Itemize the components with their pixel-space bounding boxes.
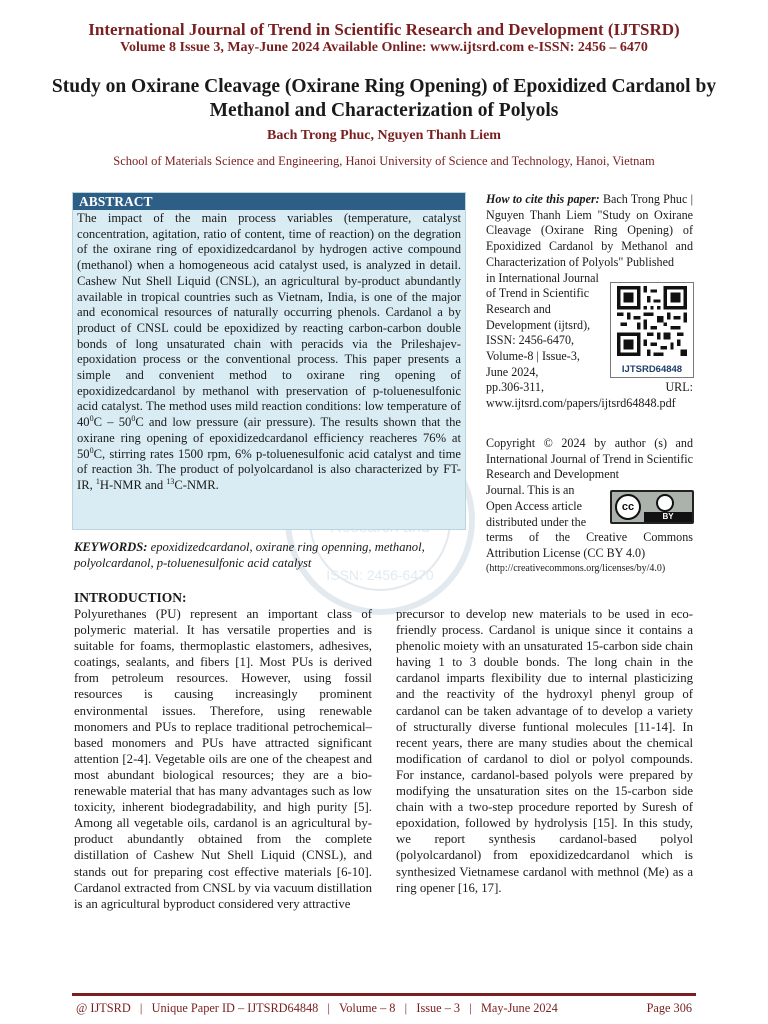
copyright-text-bottom: terms of the Creative Commons Attribution License (CC BY 4.0) (486, 530, 693, 560)
qr-code-icon (617, 286, 687, 356)
footer-divider (72, 993, 696, 996)
copyright-text-top: Copyright © 2024 by author (s) and International Journal of Trend in Scientific Research and Development (486, 436, 693, 482)
paper-title: Study on Oxirane Cleavage (Oxirane Ring Opening) of Epoxidized Cardanol by Methanol and Characterization of Polyols (51, 76, 717, 121)
introduction-right-column: precursor to develop new materials to be used in eco-friendly process. Cardanol is unique since it contains a phenolic moiety with an unsaturated 15-carbon side chain having 1 to 3 double bonds. The long chain in the cardanol imparts flexibility due to internal plasticizing and the reactivity of the hydroxyl phenyl group of cardanol can be taken advantage of to develop a variety of structurally diverse funtional molecules [11-14]. In recent years, there are many studies about the chemical modification of cardanol to diol or polyol compounds. For instance, cardanol-based polyols were prepared by modifying the unsaturation sites on the 15-carbon side chain with a two-step procedure reported by Suresh of epoxidation, followed by hydrolysis [15]. In this study, we report synthesis cardanol-based polyol (polyolcardanol) from epoxidizedcardanol which is synthesized Vietnamese cardanol with methnol (Me) as a ring opener [16, 17]. (396, 607, 693, 895)
citation-text-side: in International Journal of Trend in Scientific Research and Development (ijtsrd), ISSN: 2456-6470, Volume-8 | Issue-3, June 2024, (486, 270, 599, 379)
cc-by-license-icon[interactable] (610, 490, 694, 524)
qr-code-label: IJTSRD64848 (621, 364, 683, 375)
journal-issue-line: Volume 8 Issue 3, May-June 2024 Available Online: www.ijtsrd.com e-ISSN: 2456 – 6470 (120, 40, 648, 55)
abstract-text: The impact of the main process variables (temperature, catalyst concentration, agitation, ratio of content, time of reaction) on the degration of the oxirane ring of epoxidizedcardanol by hydrogen active compound (methanol) when a homogeneous acid catalyst used, is analyzed in detail. Cashew Nut Shell Liquid (CNSL), an agricultural by-product abundantly available in tropical countries such as Vietnam, India, is one of the major and economical resources of naturally occurring phenols. Cardanol a by product of CNSL could be epoxidized by reacting carbon-carbon double bonds of long unsaturated chain with peracids via the Prileshajev-epoxidation process or the conventional process. This paper presents a simple and convenient method to oxirane ring opening of epoxidizedcardanol by methanol with preservation of p-toluenesulfonic acid catalyst. The method uses mild reaction conditions: low temperature of $40^0C - 50^0C$ and low pressure (air pressure). The results shown that the oxirane ring opening of epoxidizedcardanol efficiency reacheres 76% at $50^0C$, stirring rates 1500 rpm, 6% p-toluenesulfonic acid catalyst and time of reaction 3h. The product of polyolcardanol is also characterized by FT-IR, $^1$H-NMR and $^{13}$C-NMR. (77, 211, 462, 492)
watermark-text-2: ISSN: 2456-6470 (326, 567, 434, 583)
abstract-box (72, 192, 466, 530)
citation-text-bottom: pp.306-311, URL: www.ijtsrd.com/papers/ijtsrd64848.pdf (486, 380, 693, 411)
journal-title: International Journal of Trend in Scientific Research and Development (IJTSRD) (88, 20, 680, 39)
by-label: BY (644, 512, 692, 522)
citation-label: How to cite this paper: (486, 192, 600, 206)
copyright-text-side: Journal. This is an Open Access article distributed under the (486, 483, 587, 529)
introduction-heading: INTRODUCTION: (74, 590, 187, 605)
introduction-left-column: Polyurethanes (PU) represent an important class of polymeric material. It has versatile properties and is suitable for foams, thermoplastic elastomers, adhesives, coatings, sealants, and fibers [1]. Most PUs is derived from petroleum resources. However, using fossil resources is causing increasingly prominent environmental issues. Therefore, using renewable monomers and PUs to replace traditional petrochemical–based monomers and PUs have attracted significant attention [2-4]. Vegetable oils are one of the cheapest and most abundant biological resources; they are a bio-renewable material that has many advantages such as low toxicity, inherent biodegradability, and high purity [5]. Among all vegetable oils, cardanol is an agricultural by-product abundantly obtained from the complete distillation of Cashew Nut Shell Liquid (CNSL), and stands out for preparing cost effective materials [6-10]. Cardanol extracted from CNSL by via vacuum distillation is an agricultural byproduct considered very attractive (74, 607, 372, 911)
cc-icon: cc (615, 494, 641, 520)
keywords-label: KEYWORDS: (74, 540, 148, 554)
paper-authors: Bach Trong Phuc, Nguyen Thanh Liem (267, 128, 501, 143)
citation-text-top: Bach Trong Phuc | Nguyen Thanh Liem "Study on Oxirane Cleavage (Oxirane Ring Opening) of Epoxidized Cardanol by Methanol and Characterization of Polyols" Published (486, 192, 693, 269)
abstract-heading: ABSTRACT (73, 193, 465, 210)
keywords-text: epoxidizedcardanol, oxirane ring openning, methanol, polyolcardanol, p-toluenesulfonic acid catalyst (74, 540, 425, 570)
qr-code-box[interactable] (610, 282, 694, 378)
keywords (74, 540, 466, 571)
footer-info: @ IJTSRD | Unique Paper ID – IJTSRD64848 | Volume – 8 | Issue – 3 | May-June 2024 (76, 1001, 558, 1015)
paper-affiliation: School of Materials Science and Engineering, Hanoi University of Science and Technology, Hanoi, Vietnam (113, 154, 655, 168)
license-url[interactable]: (http://creativecommons.org/licenses/by/4.0) (486, 563, 666, 574)
page-number: Page 306 (646, 1001, 692, 1015)
attribution-person-icon (656, 494, 674, 512)
